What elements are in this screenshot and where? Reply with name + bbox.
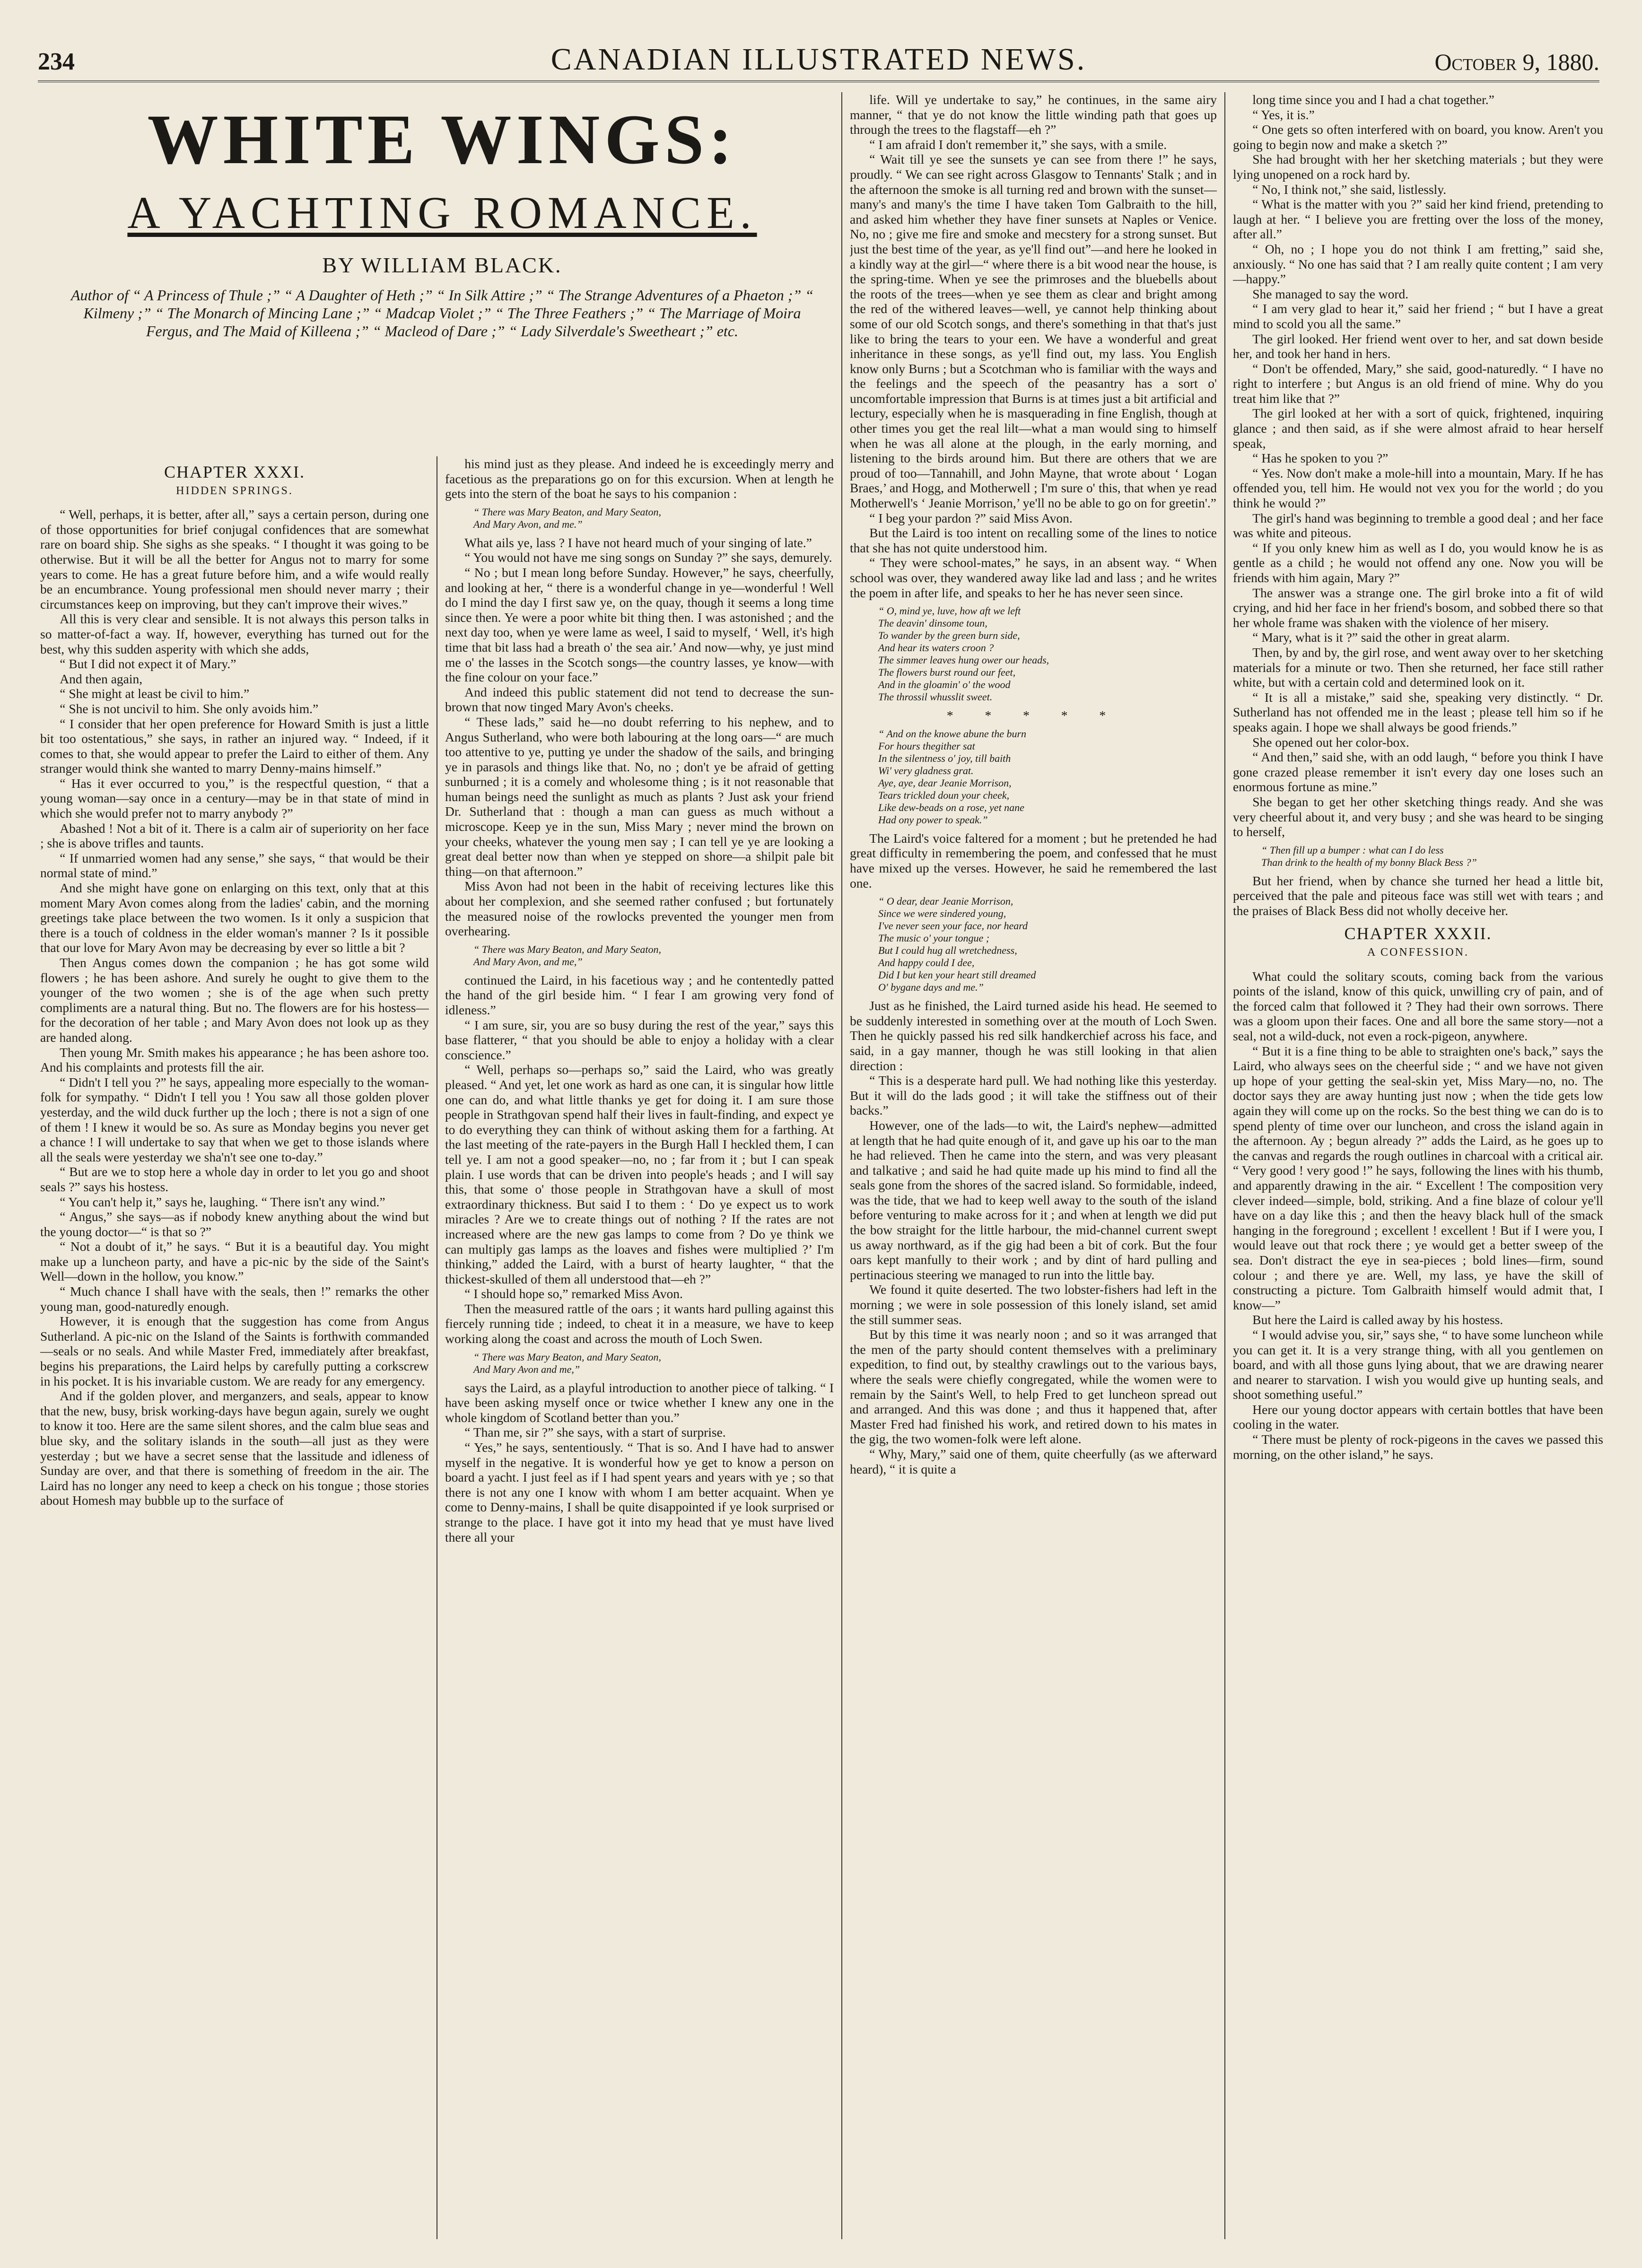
verse-line: “ O dear, dear Jeanie Morrison,: [878, 895, 1013, 907]
verse-line: The music o' your tongue ;: [878, 932, 990, 944]
paragraph: “ Yes. Now don't make a mole-hill into a mountain, Mary. If he has offended you, tell him. He would not vex you for the world ; do you think he would ?”: [1233, 465, 1603, 511]
paragraph: The answer was a strange one. The girl broke into a fit of wild crying, and hid her face in her friend's bosom, and sobbed there so that her whole frame was shaken with the violence of her misery.: [1233, 585, 1603, 630]
paragraph: “ I would advise you, sir,” says she, “ to have some luncheon while you can get it. It is a very strange thing, with all you gentlemen on board, and with all those guns lying about, that we are drawing nearer and nearer to starvation. I wish you would give up hunting seals, and shoot something useful.”: [1233, 1327, 1603, 1402]
column-rule: [1224, 92, 1225, 2239]
paragraph: “ She is not uncivil to him. She only avoids him.”: [60, 701, 319, 716]
verse-line: “ O, mind ye, luve, how aft we left: [878, 605, 1021, 617]
paragraph: What ails ye, lass ? I have not heard much of your singing of late.”: [464, 535, 812, 550]
verse-line: The deavin' dinsome toun,: [878, 617, 987, 629]
paragraph: Miss Avon had not been in the habit of receiving lectures like this about her complexion, and she seemed rather confused ; but fortunately the measured noise of the rowlocks prevented the younger men from overhearing.: [445, 879, 834, 939]
verse-line: O' bygane days and me.”: [878, 981, 984, 994]
paragraph: But her friend, when by chance she turned her head a little bit, perceived that the pale and piteous face was still wet with tears ; and the praises of Black Bess did not wholly deceive her.: [1233, 873, 1603, 918]
paragraph: Here our young doctor appears with certain bottles that have been cooling in the water.: [1233, 1402, 1603, 1432]
running-head: [38, 43, 1599, 82]
paragraph: Then the measured rattle of the oars ; it wants hard pulling against this fiercely running tide ; indeed, to cheat it in a measure, we have to keep working along the coast and across the mouth of Loch Swen.: [445, 1301, 834, 1346]
paragraph: “ I am sure, sir, you are so busy during the rest of the year,” says this base flatterer, “ that you should be able to enjoy a holiday with a clear conscience.”: [445, 1017, 834, 1062]
paragraph: But here the Laird is called away by his hostess.: [1252, 1312, 1503, 1327]
paragraph: “ Well, perhaps, it is better, after all,” says a certain person, during one of those opportunities for brief conjugal confidences that are somewhat rare on board ship. She sighs as she speaks. “ I thought it was going to be otherwise. But it will be all the better for Angus not to marry for some years to come. He has a great future before him, and a wife would really be an encumbrance. Young professional men should never marry ; their circumstances keep on improving, but they can't improve their wives.”: [40, 507, 429, 611]
paragraph: “ I beg your pardon ?” said Miss Avon.: [869, 510, 1073, 525]
paragraph: All this is very clear and sensible. It is not always this person talks in so matter-of-fact a way. If, however, everything has turned out for the best, why this sudden asperity with which she adds,: [40, 611, 429, 656]
verse-line: “ And on the knowe abune the burn: [878, 727, 1027, 740]
publication-title: CANADIAN ILLUSTRATED NEWS.: [550, 42, 1087, 77]
paragraph: Then Angus comes down the companion ; he has got some wild flowers ; he has been ashore. And surely he ought to give them to the younger of the two women ; she is of the age when such pretty compliments are a natural thing. But no. The flowers are for his hostess—for the decoration of her table ; and Mary Avon does not look up as they are handed along.: [40, 955, 429, 1045]
column-4: [1233, 92, 1603, 2239]
paragraph: “ No, I think not,” she said, listlessly.: [1252, 182, 1447, 197]
verse-line: Since we were sindered young,: [878, 907, 1006, 920]
verse-line: And Mary Avon, and me.”: [473, 518, 583, 530]
paragraph: “ But I did not expect it of Mary.”: [60, 656, 236, 672]
verse-line: “ Then fill up a bumper : what can I do less: [1261, 844, 1444, 856]
paragraph: “ If unmarried women had any sense,” she says, “ that would be their normal state of mind.”: [40, 850, 429, 881]
paragraph: “ Why, Mary,” said one of them, quite cheerfully (as we afterward heard), “ it is quite a: [850, 1446, 1217, 1476]
verse-line: The throssil whusslit sweet.: [878, 691, 993, 703]
author-note: Author of “ A Princess of Thule ;” “ A Daughter of Heth ;” “ In Silk Attire ;” “ The Strange Adventures of a Phaeton ;” “ Kilmeny ;” “ The Monarch of Mincing Lane ;” “ Madcap Violet ;” “ The Three Feathers ;” “ The Marriage of Moira Fergus, and The Maid of Killeena ;” “ Macleod of Dare ;” “ Lady Silverdale's Sweetheart ;” etc.: [70, 286, 814, 340]
verse: [878, 605, 1217, 703]
paragraph: But the Laird is too intent on recalling some of the lines to notice that she has not quite understood him.: [850, 525, 1217, 555]
paragraph: The girl's hand was beginning to tremble a good deal ; and her face was white and piteous.: [1233, 510, 1603, 541]
column-1: [40, 456, 429, 2239]
verse-line: In the silentness o' joy, till baith: [878, 752, 1011, 764]
paragraph: “ Wait till ye see the sunsets ye can see from there !” he says, proudly. “ We can see right across Glasgow to Tennants' Stalk ; and in the afternoon the smoke is all turning red and brown with the sunset—many's and many's the time I have taken Tom Galbraith to the hill, and asked him whether they have finer sunsets at Naples or Venice. No, no ; give me fire and smoke and mecstery for a strong sunset. But just the best time of the year, as ye'll find out”—and here he looked in a kindly way at the girl—“ where there is a bit wood near the house, is the spring-time. When ye see the primroses and the bluebells about the roots of the trees—when ye see them as clear and bright among the red of the withered leaves—well, ye cannot help thinking about some of our old Scotch songs, and there's something in that that's just like to bring the tears to your een. We have a wonderful and great inheritance in these songs, as ye'll find out, my lass. You English know only Burns ; but a Scotchman who is familiar with the ways and the feelings and the speech of the peasantry has a sort o' uncomfortable impression that Burns is at times just a bit artificial and lectury, especially when he is masquerading in fine English, though at other times you get the real lilt—what a man would sing to himself when he was all alone at the plough, in the early morning, and listening to the birds around him. But there are others that we are proud of too—Tannahill, and John Mayne, that wrote about ‘ Logan Braes,’ and Hogg, and Motherwell ; I'm sure o' this, that when ye read Motherwell's ‘ Jeanie Morrison,’ ye'll no be able to go on for greetin'.”: [850, 152, 1217, 511]
paragraph: “ What is the matter with you ?” said her kind friend, pretending to laugh at her. “ I believe you are fretting over the loss of the money, after all.”: [1233, 197, 1603, 242]
verse-line: I've never seen your face, nor heard: [878, 920, 1028, 932]
verse-line: For hours thegither sat: [878, 740, 975, 752]
story-title-block: [40, 92, 844, 456]
section-break: * * * * *: [946, 708, 1120, 723]
paragraph: “ Mary, what is it ?” said the other in great alarm.: [1252, 630, 1510, 645]
paragraph: “ Yes,” he says, sententiously. “ That is so. And I have had to answer myself in the negative. It is wonderful how ye get to know a person on board a yacht. I just feel as if I had spent years and years with ye ; so that there is not any one I know with whom I am better acquaint. When ye come to Denny-mains, I shall be quite disappointed if ye look surprised or strange to the place. I have got it into my head that ye must have lived there all your: [445, 1440, 834, 1544]
paragraph: “ They were school-mates,” he says, in an absent way. “ When school was over, they wandered away like lad and lass ; and he writes the poem in after life, and speaks to her he has never seen since.: [850, 555, 1217, 600]
article-columns: [40, 92, 1603, 2239]
paragraph: And she might have gone on enlarging on this text, only that at this moment Mary Avon comes along from the ladies' cabin, and the morning greetings take place between the two women. Is it only a suspicion that there is a touch of coldness in the elder woman's manner ? Is it possible that our love for Mary Avon may be decreasing by ever so little a bit ?: [40, 881, 429, 955]
verse: [473, 943, 834, 968]
paragraph: Just as he finished, the Laird turned aside his head. He seemed to be suddenly interested in something over at the mouth of Loch Swen. Then he quickly passed his red silk handkerchief across his face, and said, in a gay manner, though he was still looking in that alien direction :: [850, 998, 1217, 1073]
paragraph: What could the solitary scouts, coming back from the various points of the island, know of this quick, unwilling cry of pain, and of the forced calm that followed it ? They had their own sorrows. There was a gloom upon their faces. One and all bore the same story—not a seal, not a wild-duck, not even a rock-pigeon, anywhere.: [1233, 968, 1603, 1044]
paragraph: But by this time it was nearly noon ; and so it was arranged that the men of the party should content themselves with a preliminary expedition, to find out, by stealthy crawlings out to the various bays, where the seals were chiefly congregated, while the women were to remain by the Saint's Well, to help Fred to get luncheon spread out and arranged. And this was done ; and thus it happened that, after Master Fred had finished his work, and retired down to his mates in the gig, the two women-folk were left alone.: [850, 1327, 1217, 1447]
paragraph: says the Laird, as a playful introduction to another piece of talking. “ I have been asking myself once or twice whether I knew any one in the whole kingdom of Scotland better than you.”: [445, 1380, 834, 1425]
verse-line: “ There was Mary Beaton, and Mary Seaton,: [473, 506, 661, 518]
paragraph: “ Has it ever occurred to you,” is the respectful question, “ that a young woman—say once in a century—may be in that state of mind in which she would prefer not to marry anybody ?”: [40, 776, 429, 821]
story-title: WHITE WINGS:: [147, 100, 737, 179]
paragraph: “ And then,” said she, with an odd laugh, “ before you think I have gone crazed please remember it isn't every day one loses such an enormous fortune as mine.”: [1233, 750, 1603, 794]
story-subtitle: A YACHTING ROMANCE.: [127, 187, 757, 238]
paragraph: Abashed ! Not a bit of it. There is a calm air of superiority on her face ; she is above trifles and taunts.: [40, 820, 429, 851]
paragraph: “ No ; but I mean long before Sunday. However,” he says, cheerfully, and looking at her, “ there is a wonderful change in ye—wonderful ! Well do I mind the day I first saw ye, on the quay, though it seems a long time since then. Ye were a poor white bit thing then. I was astonished ; and the next day too, when ye were lame as weel, I said to myself, ‘ Well, it's high time that bit lass had a breath o' the sea air.’ And now—why, ye just mind me o' the lasses in the Scotch songs—the country lasses, ye know—with the fine colour on your face.”: [445, 565, 834, 685]
verse-line: “ There was Mary Beaton, and Mary Seaton,: [473, 1351, 661, 1363]
verse-line: And happy could I dee,: [878, 957, 975, 969]
paragraph: “ You would not have me sing songs on Sunday ?” she says, demurely.: [464, 550, 832, 565]
paragraph: Then young Mr. Smith makes his appearance ; he has been ashore too. And his complaints and protests fill the air.: [40, 1045, 429, 1075]
paragraph: “ It is all a mistake,” said she, speaking very distinctly. “ Dr. Sutherland has not offended me in the least ; please tell him so if he speaks again. I hope we shall always be good friends.”: [1233, 689, 1603, 734]
paragraph: She managed to say the word.: [1252, 286, 1409, 301]
paragraph: “ There must be plenty of rock-pigeons in the caves we passed this morning, on the other island,” he says.: [1233, 1432, 1603, 1462]
paragraph: “ Oh, no ; I hope you do not think I am fretting,” said she, anxiously. “ No one has said that ? I am really quite content ; I am very—happy.”: [1233, 241, 1603, 287]
verse-line: Aye, aye, dear Jeanie Morrison,: [878, 776, 1012, 789]
verse-line: And Mary Avon and me,”: [473, 1363, 580, 1375]
verse-line: And in the gloamin' o' the wood: [878, 679, 1011, 691]
paragraph: “ She might at least be civil to him.”: [60, 686, 250, 701]
verse-line: But I could hug all wretchedness,: [878, 944, 1017, 957]
verse-line: “ There was Mary Beaton, and Mary Seaton,: [473, 943, 661, 955]
paragraph: The Laird's voice faltered for a moment ; but he pretended he had great difficulty in remembering the poem, and confessed that he must have mixed up the verses. However, he said he remembered the last one.: [850, 830, 1217, 890]
paragraph: And indeed this public statement did not tend to decrease the sun-brown that now tinged Mary Avon's cheeks.: [445, 684, 834, 715]
paragraph: The girl looked. Her friend went over to her, and sat down beside her, and took her hand in hers.: [1233, 331, 1603, 361]
paragraph: And if the golden plover, and merganzers, and seals, appear to know that the new, busy, brisk working-days have begun again, surely we ought to know it too. Here are the same silent shores, and the calm blue seas and blue sky, and the solitary islands in the south—all just as they were yesterday ; but we have a secret sense that the lassitude and idleness of Sunday are over, and that there is something of freedom in the air. The Laird has no longer any need to keep a check on his tongue ; those stories about Homesh may bubble up to the surface of: [40, 1388, 429, 1508]
verse-line: Than drink to the health of my bonny Black Bess ?”: [1261, 856, 1477, 868]
verse-line: Had ony power to speak.”: [878, 813, 988, 826]
verse-line: And Mary Avon, and me,”: [473, 955, 583, 968]
chapter-heading: CHAPTER XXXII.: [1344, 924, 1492, 943]
column-3: [850, 92, 1217, 2239]
byline: BY WILLIAM BLACK.: [322, 253, 562, 277]
paragraph: “ Well, perhaps so—perhaps so,” said the Laird, who was greatly pleased. “ And yet, let one work as hard as one can, it is singular how little one can do, and what little thanks ye get for doing it. I am sure those people in Strathgovan spend half their lives in fault-finding, and expect ye to do everything they can think of without asking them for a farthing. At the last meeting of the rate-payers in the Burgh Hall I heckled them, I can tell ye. I am not a good speaker—no, no ; far from it ; but I can speak plain. I use words that can be driven into people's heads ; and I will say this, that some o' those people in Strathgovan have a skull of most extraordinary thickness. But said I to them : ‘ Do ye expect us to work miracles ? Are we to create things out of nothing ? If the rates are not increased where are the new gas lamps to come from ? Do ye think we can multiply gas lamps as the loaves and fishes were multiplied ?’ I'm thinking,” added the Laird, with a burst of hearty laughter, “ that the thickest-skulled of them all understood that—eh ?”: [445, 1062, 834, 1286]
paragraph: “ Yes, it is.”: [1252, 107, 1315, 122]
column-2: [445, 456, 834, 2239]
paragraph: She began to get her other sketching things ready. And she was very cheerful about it, and very busy ; and she was heard to be singing to herself,: [1233, 794, 1603, 839]
verse-line: Tears trickled doun your cheek,: [878, 789, 1010, 801]
verse: [473, 1351, 834, 1376]
paragraph: “ Has he spoken to you ?”: [1252, 451, 1389, 466]
verse-line: And hear its waters croon ?: [878, 642, 994, 654]
paragraph: continued the Laird, in his facetious way ; and he contentedly patted the hand of the girl beside him. “ I fear I am growing very fond of idleness.”: [445, 972, 834, 1017]
paragraph: “ Angus,” she says—as if nobody knew anything about the wind but the young doctor—“ is that so ?”: [40, 1209, 429, 1239]
paragraph: life. Will ye undertake to say,” he continues, in the same airy manner, “ that ye do not know the little winding path that goes up through the trees to the flagstaff—eh ?”: [850, 92, 1217, 137]
paragraph: “ I am very glad to hear it,” said her friend ; “ but I have a great mind to scold you all the same.”: [1233, 301, 1603, 331]
paragraph: “ Not a doubt of it,” he says. “ But it is a beautiful day. You might make up a luncheon party, and have a pic-nic by the side of the Saint's Well—down in the hollow, you know.”: [40, 1239, 429, 1284]
paragraph: “ But are we to stop here a whole day in order to let you go and shoot seals ?” says his hostess.: [40, 1164, 429, 1194]
paragraph: And then again,: [60, 671, 143, 686]
issue-date: October 9, 1880.: [1434, 49, 1599, 75]
paragraph: “ Much chance I shall have with the seals, then !” remarks the other young man, good-naturedly enough.: [40, 1284, 429, 1314]
paragraph: “ I consider that her open preference for Howard Smith is just a little bit too ostentatious,” she says, in rather an injured way. “ Indeed, if it comes to that, she would appear to prefer the Laird to either of them. Any stranger would think she wanted to marry Denny-mains himself.”: [40, 716, 429, 776]
verse: [473, 506, 834, 531]
paragraph: “ If you only knew him as well as I do, you would know he is as gentle as a child ; he would not offend any one. Now you will be friends with him again, Mary ?”: [1233, 540, 1603, 585]
chapter-heading: CHAPTER XXXI.: [164, 462, 305, 481]
paragraph: “ I am afraid I don't remember it,” she says, with a smile.: [869, 137, 1167, 152]
chapter-subtitle: A CONFESSION.: [1367, 946, 1469, 959]
paragraph: Then, by and by, the girl rose, and went away over to her sketching materials for a minute or two. Then she returned, her face still rather white, but with a certain cold and determined look on it.: [1233, 645, 1603, 690]
verse-line: The flowers burst round our feet,: [878, 666, 1016, 679]
paragraph: “ You can't help it,” says he, laughing. “ There isn't any wind.”: [60, 1194, 385, 1209]
paragraph: “ But it is a fine thing to be able to straighten one's back,” says the Laird, who always sees on the cheerful side ; “ and we have not given up hope of your getting the seal-skin yet, Miss Mary—no, no. The doctor says they are away hunting just now ; when the tide gets low again they will come up on the rocks. So the best thing we can do is to spend plenty of time over our luncheon, and cross the island again in the afternoon. Ay ; begun already ?” adds the Laird, as he goes up to the canvas and regards the rough outlines in charcoal with a critical air. “ Very good ! very good !” he says, following the lines with his thumb, and apparently drawing in the air. “ Excellent ! The composition very clever indeed—simple, bold, striking. And a fine blaze of colour ye'll have on a day like this ; and then the heavy black hull of the smack hanging in the foreground ; excellent ! excellent ! But if I were you, I would leave out that rock there ; ye would get a better sweep of the sea. Don't distract the eye in sea-pieces ; bold lines—firm, sound colour ; and there ye are. Well, my lass, ye have the skill of constructing a picture. Tom Galbraith himself would admit that, I know—”: [1233, 1043, 1603, 1312]
paragraph: The girl looked at her with a sort of quick, frightened, inquiring glance ; and then said, as if she were almost afraid to hear herself speak,: [1233, 406, 1603, 451]
verse: [1261, 844, 1603, 869]
paragraph: However, one of the lads—to wit, the Laird's nephew—admitted at length that he had quite enough of it, and gave up his oar to the man he had relieved. Then he came into the stern, and was very pleasant and talkative ; and said he had quite made up his mind to find all the seals gone from the shores of the sacred island. So formidable, indeed, was the tide, that we had to keep well away to the south of the island before venturing to make across for it ; and when at length we did put the bow straight for the little harbour, the mid-channel current swept us away northward, as if the gig had been a bit of cork. But the four oars kept manfully to their work ; and by dint of hard pulling and pertinacious steering we managed to run into the little bay.: [850, 1117, 1217, 1282]
verse-line: Like dew-beads on a rose, yet nane: [878, 801, 1024, 813]
paragraph: “ Don't be offended, Mary,” she said, good-naturedly. “ I have no right to interfere ; but Angus is an old friend of mine. Why do you treat him like that ?”: [1233, 361, 1603, 406]
paragraph: “ These lads,” said he—no doubt referring to his nephew, and to Angus Sutherland, who were both labouring at the long oars—“ are much too attentive to ye, putting ye under the shadow of the sails, and bringing ye in parasols and things like that. No, no ; don't ye be afraid of getting sunburned ; it is a comely and wholesome thing ; is it not reasonable that human beings need the sunlight as much as plants ? Just ask your friend Dr. Sutherland that : though a man can guess as much without a microscope. Keep ye in the sun, Miss Mary ; never mind the brown on your cheeks, whatever the young men say ; I can tell ye ye are looking a great deal better now than when ye stepped on shore—a shilpit pale bit thing—on that afternoon.”: [445, 714, 834, 879]
paragraph: We found it quite deserted. The two lobster-fishers had left in the morning ; we were in sole possession of this lonely island, set amid the still summer seas.: [850, 1282, 1217, 1327]
paragraph: However, it is enough that the suggestion has come from Angus Sutherland. A pic-nic on the Island of the Saints is forthwith commanded—seals or no seals. And while Master Fred, immediately after breakfast, begins his preparations, the Laird helps by carefully putting a corkscrew in his pocket. It is his invariable custom. We are ready for any emergency.: [40, 1314, 429, 1388]
page-number: 234: [38, 48, 75, 75]
verse-line: Wi' very gladness grat.: [878, 764, 974, 776]
paragraph: “ Than me, sir ?” she says, with a start of surprise.: [464, 1425, 726, 1440]
paragraph: “ One gets so often interfered with on board, you know. Aren't you going to begin now and make a sketch ?”: [1233, 122, 1603, 152]
verse: [878, 895, 1217, 994]
column-rule: [841, 92, 842, 2239]
verse-line: The simmer leaves hung ower our heads,: [878, 654, 1049, 666]
verse-line: Did I but ken your heart still dreamed: [878, 969, 1036, 981]
paragraph: She had brought with her her sketching materials ; but they were lying unopened on a rock hard by.: [1233, 152, 1603, 182]
paragraph: long time since you and I had a chat together.”: [1252, 92, 1494, 107]
chapter-subtitle: HIDDEN SPRINGS.: [176, 484, 293, 497]
paragraph: She opened out her color-box.: [1252, 734, 1409, 750]
verse: [878, 728, 1217, 826]
verse-line: To wander by the green burn side,: [878, 629, 1020, 642]
paragraph: “ This is a desperate hard pull. We had nothing like this yesterday. But it will do the lads good ; it will take the stiffness out of their backs.”: [850, 1073, 1217, 1118]
paragraph: his mind just as they please. And indeed he is exceedingly merry and facetious as the preparations go on for this excursion. When at length he gets into the stern of the boat he says to his companion :: [445, 456, 834, 501]
paragraph: “ Didn't I tell you ?” he says, appealing more especially to the woman-folk for sympathy. “ Didn't I tell you ! You saw all those golden plover yesterday, and the wild duck further up the loch ; there is not a sign of one of them ! I knew it would be so. As sure as Monday begins you never get a chance ! I will undertake to say that when we get to those islands where all the seals were yesterday we sha'n't see one to-day.”: [40, 1074, 429, 1164]
paragraph: “ I should hope so,” remarked Miss Avon.: [464, 1286, 683, 1301]
